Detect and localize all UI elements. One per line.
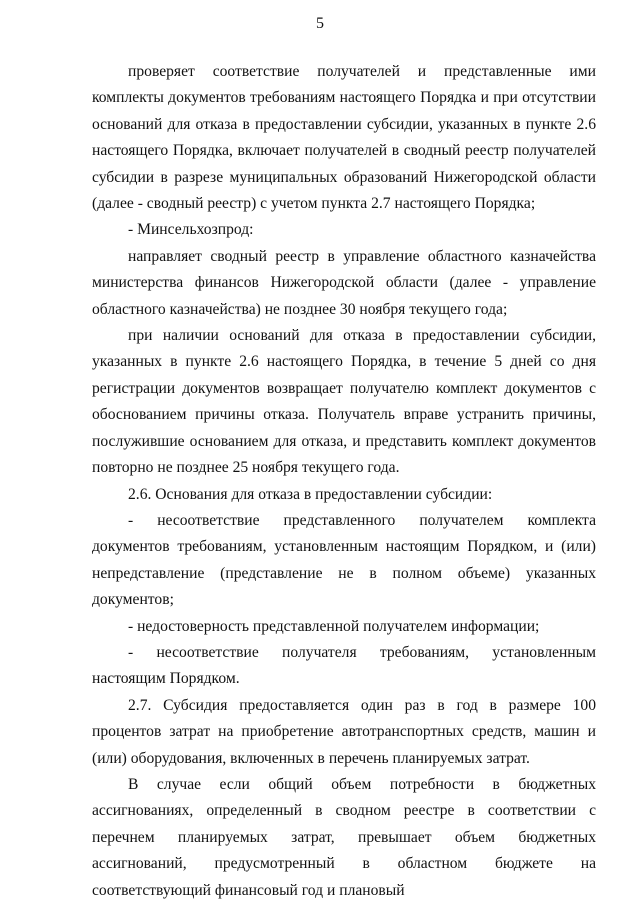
- document-body: [92, 59, 596, 904]
- paragraph-section-2-6: 2.6. Основания для отказа в предоставлении субсидии:: [128, 485, 493, 503]
- paragraph-refusal-reason-2: - недостоверность представленной получателем информации;: [128, 617, 540, 635]
- page-number: 5: [316, 15, 324, 32]
- paragraph-minselkhozprod: - Минсельхозпрод:: [128, 221, 254, 239]
- paragraph-section-2-7: 2.7. Субсидия предоставляется один раз в год в размере 100 процентов затрат на приобретение автотранспортных средств, машин и (или) оборудования, включенных в перечень планируемых затрат.: [92, 696, 596, 767]
- paragraph-refusal-reason-3: - несоответствие получателя требованиям, установленным настоящим Порядком.: [92, 643, 596, 688]
- paragraph-budget-excess: В случае если общий объем потребности в бюджетных ассигнованиях, определенный в сводном реестре в соответствии с перечнем планируемых затрат, превышает объем бюджетных ассигнований, предусмотренный в областном бюджете на соответствующий финансовый год и плановый: [92, 775, 596, 899]
- paragraph-refusal-return: при наличии оснований для отказа в предоставлении субсидии, указанных в пункте 2.6 настоящего Порядка, в течение 5 дней со дня регистрации документов возвращает получателю комплект документов с обоснованием причины отказа. Получатель вправе устранить причины, послужившие основанием для отказа, и представить комплект документов повторно не позднее 25 ноября текущего года.: [92, 327, 596, 477]
- paragraph-registry-submission: направляет сводный реестр в управление областного казначейства министерства финансов Нижегородской области (далее - управление областного казначейства) не позднее 30 ноября текущего года;: [92, 247, 596, 318]
- paragraph-refusal-reason-1: - несоответствие представленного получателем комплекта документов требованиям, установленным настоящим Порядком, и (или) непредставление (представление не в полном объеме) указанных документов;: [92, 511, 596, 609]
- paragraph-verification: проверяет соответствие получателей и представленные ими комплекты документов требованиям настоящего Порядка и при отсутствии оснований для отказа в предоставлении субсидии, указанных в пункте 2.6 настоящего Порядка, включает получателей в сводный реестр получателей субсидии в разрезе муниципальных образований Нижегородской области (далее - сводный реестр) с учетом пункта 2.7 настоящего Порядка;: [92, 63, 596, 213]
